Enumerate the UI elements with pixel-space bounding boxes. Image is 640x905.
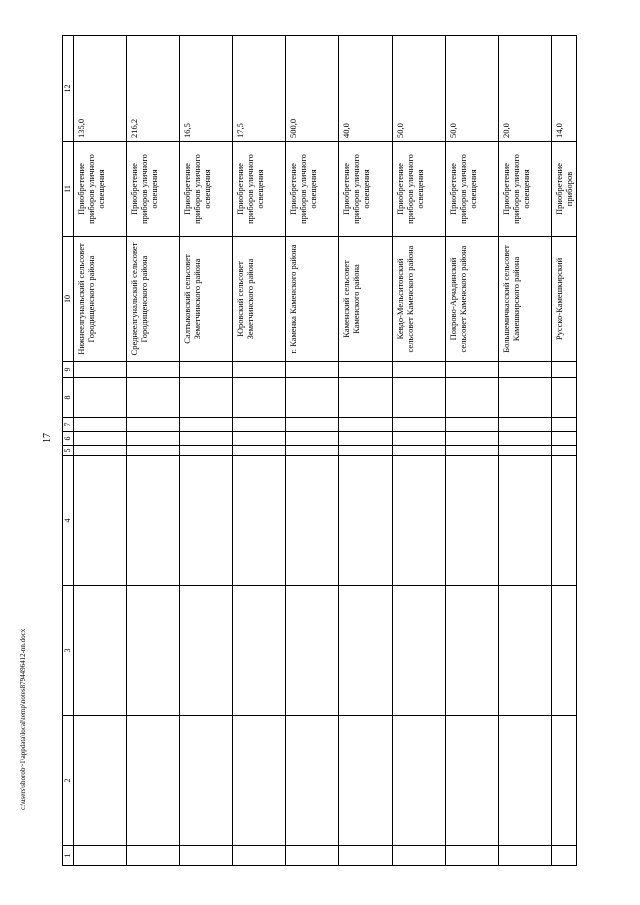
empty-cell [74, 362, 127, 378]
empty-cell [339, 716, 392, 846]
recipient-cell: Русско-Камешкирский [551, 237, 576, 362]
empty-cell [498, 586, 551, 716]
recipient-cell: Покрово-Арчадинский сельсовет Каменского района [445, 237, 498, 362]
empty-cell [392, 362, 445, 378]
empty-cell [339, 362, 392, 378]
amount-cell: 40,0 [339, 36, 392, 142]
empty-cell [445, 716, 498, 846]
table-row [445, 36, 498, 866]
empty-cell [127, 362, 180, 378]
purpose-cell: Приобретение приборов уличного освещения [498, 142, 551, 237]
empty-cell [286, 362, 339, 378]
empty-cell [551, 716, 576, 846]
empty-cell [551, 846, 576, 866]
recipient-cell: Большемичкасский сельсовет Камешкирского района [498, 237, 551, 362]
empty-cell [445, 378, 498, 418]
column-number: 7 [63, 418, 74, 432]
purpose-cell: Приобретение приборов уличного освещения [180, 142, 233, 237]
empty-cell [180, 418, 233, 432]
empty-cell [233, 586, 286, 716]
amount-cell: 500,0 [286, 36, 339, 142]
empty-cell [233, 446, 286, 456]
column-number: 12 [63, 36, 74, 142]
table-row [180, 36, 233, 866]
amount-cell: 50,0 [445, 36, 498, 142]
purpose-cell: Приобретение приборов уличного освещения [445, 142, 498, 237]
empty-cell [498, 716, 551, 846]
column-number: 8 [63, 378, 74, 418]
table-row [498, 36, 551, 866]
empty-cell [127, 418, 180, 432]
empty-cell [498, 846, 551, 866]
column-number: 1 [63, 846, 74, 866]
empty-cell [445, 586, 498, 716]
empty-cell [74, 432, 127, 446]
empty-cell [445, 846, 498, 866]
empty-cell [180, 378, 233, 418]
empty-cell [180, 446, 233, 456]
empty-cell [339, 586, 392, 716]
file-path: c:\users\shorob~1\appdata\local\temp\notes8794496412-nn.docx [19, 628, 27, 810]
empty-cell [233, 432, 286, 446]
empty-cell [339, 446, 392, 456]
purpose-cell: Приобретение приборов уличного освещения [74, 142, 127, 237]
empty-cell [498, 446, 551, 456]
empty-cell [445, 446, 498, 456]
column-number: 4 [63, 456, 74, 586]
empty-cell [392, 586, 445, 716]
recipient-cell: Нижнеелгунальский сельсовет Городищенского района [74, 237, 127, 362]
recipient-cell: Юровский сельсовет Земетчинского района [233, 237, 286, 362]
empty-cell [498, 456, 551, 586]
empty-cell [74, 446, 127, 456]
column-number: 5 [63, 446, 74, 456]
empty-cell [127, 846, 180, 866]
empty-cell [392, 446, 445, 456]
empty-cell [498, 418, 551, 432]
purpose-cell: Приобретение приборов уличного освещения [286, 142, 339, 237]
recipient-cell: г. Каменка Каменского района [286, 237, 339, 362]
recipient-cell: Каменский сельсовет Каменского района [339, 237, 392, 362]
empty-cell [392, 378, 445, 418]
recipient-cell: Салтыковский сельсовет Земетчинского района [180, 237, 233, 362]
table-row [286, 36, 339, 866]
empty-cell [339, 456, 392, 586]
amount-cell: 16,5 [180, 36, 233, 142]
empty-cell [551, 378, 576, 418]
header-row [63, 36, 74, 866]
purpose-cell: Приобретение приборов уличного освещения [339, 142, 392, 237]
amount-cell: 50,0 [392, 36, 445, 142]
table-row [339, 36, 392, 866]
empty-cell [445, 418, 498, 432]
empty-cell [286, 586, 339, 716]
column-number: 10 [63, 237, 74, 362]
amount-cell: 17,5 [233, 36, 286, 142]
empty-cell [127, 716, 180, 846]
empty-cell [233, 846, 286, 866]
empty-cell [74, 586, 127, 716]
empty-cell [180, 456, 233, 586]
empty-cell [286, 378, 339, 418]
amount-cell: 14,0 [551, 36, 576, 142]
amount-cell: 20,0 [498, 36, 551, 142]
empty-cell [286, 418, 339, 432]
empty-cell [233, 418, 286, 432]
table-row [127, 36, 180, 866]
empty-cell [551, 432, 576, 446]
empty-cell [74, 378, 127, 418]
empty-cell [445, 432, 498, 446]
empty-cell [392, 432, 445, 446]
empty-cell [445, 362, 498, 378]
empty-cell [498, 378, 551, 418]
recipient-cell: Среднеелгунальский сельсовет Городищенского района [127, 237, 180, 362]
table-row [74, 36, 127, 866]
empty-cell [339, 418, 392, 432]
purpose-cell: Приобретение приборов уличного освещения [233, 142, 286, 237]
empty-cell [551, 586, 576, 716]
empty-cell [180, 432, 233, 446]
empty-cell [392, 418, 445, 432]
empty-cell [551, 362, 576, 378]
empty-cell [392, 456, 445, 586]
empty-cell [127, 456, 180, 586]
empty-cell [233, 716, 286, 846]
empty-cell [74, 716, 127, 846]
empty-cell [74, 418, 127, 432]
column-number: 6 [63, 432, 74, 446]
empty-cell [498, 432, 551, 446]
page-number: 17 [42, 433, 53, 443]
empty-cell [180, 716, 233, 846]
empty-cell [339, 432, 392, 446]
purpose-cell: Приобретение приборов [551, 142, 576, 237]
empty-cell [233, 456, 286, 586]
table-row [551, 36, 576, 866]
purpose-cell: Приобретение приборов уличного освещения [127, 142, 180, 237]
amount-cell: 216,2 [127, 36, 180, 142]
empty-cell [127, 586, 180, 716]
empty-cell [180, 586, 233, 716]
empty-cell [127, 432, 180, 446]
empty-cell [74, 846, 127, 866]
empty-cell [551, 456, 576, 586]
table-row [233, 36, 286, 866]
column-number: 3 [63, 586, 74, 716]
column-number: 2 [63, 716, 74, 846]
table-row [392, 36, 445, 866]
purpose-cell: Приобретение приборов уличного освещения [392, 142, 445, 237]
column-number: 9 [63, 362, 74, 378]
empty-cell [74, 456, 127, 586]
empty-cell [445, 456, 498, 586]
empty-cell [286, 716, 339, 846]
empty-cell [498, 362, 551, 378]
empty-cell [286, 456, 339, 586]
empty-cell [339, 846, 392, 866]
empty-cell [180, 846, 233, 866]
amount-cell: 135,0 [74, 36, 127, 142]
empty-cell [286, 846, 339, 866]
empty-cell [392, 846, 445, 866]
empty-cell [127, 446, 180, 456]
data-table [62, 36, 577, 866]
column-number: 11 [63, 142, 74, 237]
empty-cell [339, 378, 392, 418]
empty-cell [551, 418, 576, 432]
empty-cell [392, 716, 445, 846]
empty-cell [233, 378, 286, 418]
empty-cell [286, 432, 339, 446]
recipient-cell: Кевдо-Мельситовский сельсовет Каменского района [392, 237, 445, 362]
empty-cell [127, 378, 180, 418]
empty-cell [180, 362, 233, 378]
empty-cell [551, 446, 576, 456]
empty-cell [233, 362, 286, 378]
empty-cell [286, 446, 339, 456]
